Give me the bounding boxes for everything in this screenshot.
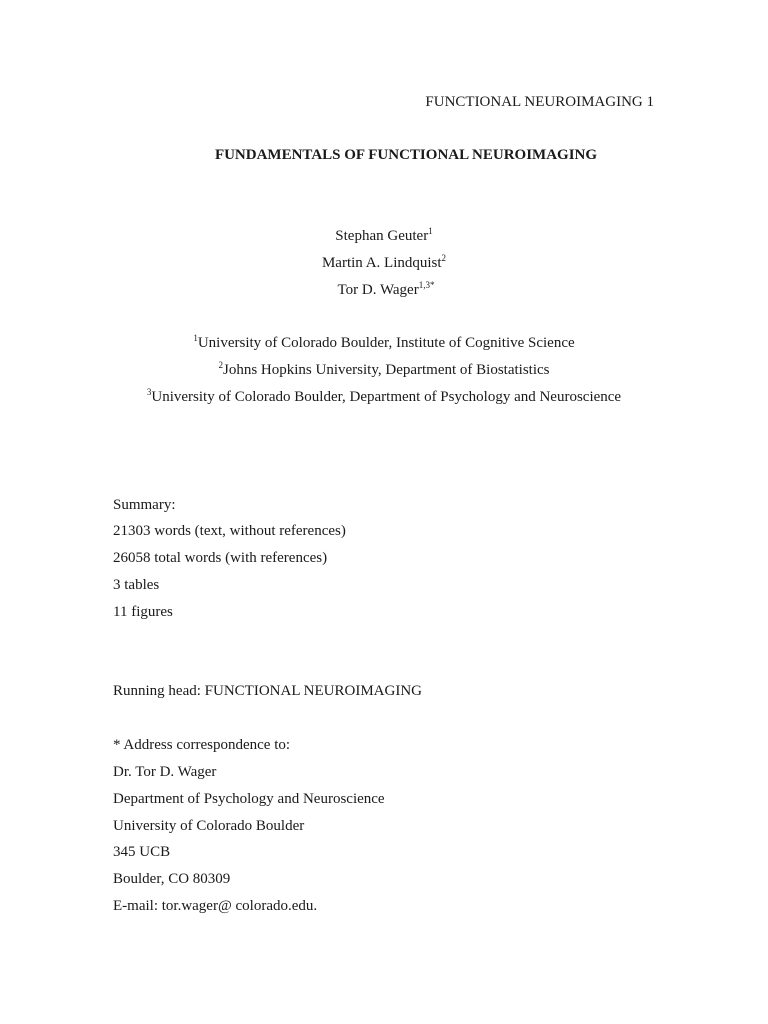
affiliation-text: Johns Hopkins University, Department of Biostatistics	[223, 362, 550, 378]
author-name: Martin A. Lindquist	[321, 255, 442, 271]
author-2	[0, 254, 768, 272]
author-name: Stephan Geuter	[335, 228, 429, 244]
author-affiliation-sup: 1,3*	[418, 280, 435, 290]
summary-line: 21303 words (text, without references)	[113, 523, 346, 539]
summary-heading: Summary:	[113, 497, 176, 513]
paper-title: FUNDAMENTALS OF FUNCTIONAL NEUROIMAGING	[214, 147, 598, 163]
correspondence-line: Department of Psychology and Neuroscience	[113, 791, 385, 807]
author-3	[2, 281, 768, 299]
author-affiliation-sup: 1	[428, 226, 433, 236]
author-name: Tor D. Wager	[337, 282, 419, 298]
affiliation-sup: 2	[218, 360, 223, 370]
affiliation-2	[0, 361, 768, 379]
correspondence-heading: * Address correspondence to:	[113, 737, 291, 753]
running-head-line: Running head: FUNCTIONAL NEUROIMAGING	[113, 683, 423, 699]
correspondence-line: Dr. Tor D. Wager	[113, 764, 217, 780]
running-header: FUNCTIONAL NEUROIMAGING 1	[425, 94, 654, 110]
correspondence-line: Boulder, CO 80309	[113, 871, 231, 887]
affiliation-sup: 3	[146, 387, 152, 397]
affiliation-text: University of Colorado Boulder, Department of Psychology and Neuroscience	[151, 389, 622, 405]
summary-line: 3 tables	[113, 577, 160, 593]
summary-line: 11 figures	[113, 604, 173, 620]
author-affiliation-sup: 2	[441, 253, 447, 263]
affiliation-1	[0, 334, 768, 352]
author-1	[0, 227, 768, 245]
affiliation-text: University of Colorado Boulder, Institute of Cognitive Science	[197, 335, 575, 351]
affiliation-sup: 1	[193, 333, 198, 343]
correspondence-line: University of Colorado Boulder	[113, 818, 305, 834]
summary-line: 26058 total words (with references)	[113, 550, 328, 566]
correspondence-email: E-mail: tor.wager@ colorado.edu.	[113, 898, 318, 914]
affiliation-3	[0, 388, 768, 406]
correspondence-line: 345 UCB	[113, 844, 171, 860]
